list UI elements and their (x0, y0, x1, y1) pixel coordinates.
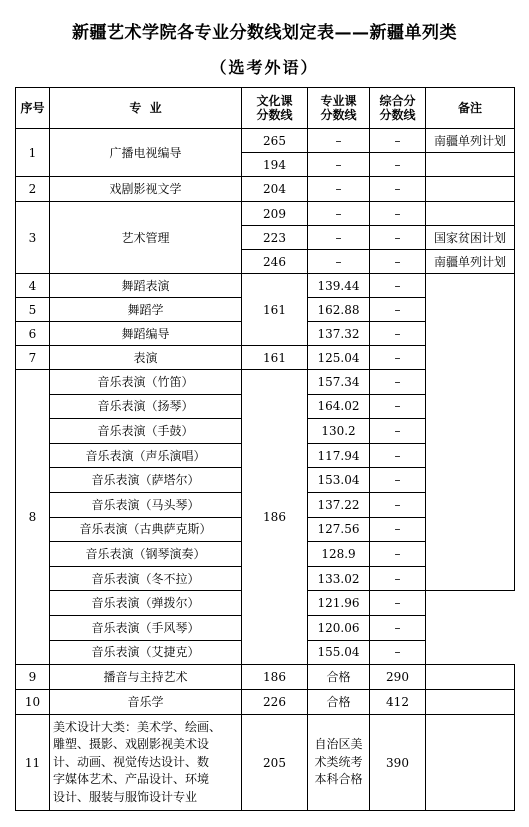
row-zonghe: – (370, 640, 426, 665)
row-zonghe: – (370, 370, 426, 395)
table-header-row (16, 88, 515, 129)
row-no: 1 (16, 129, 50, 177)
row-zonghe: 412 (370, 690, 426, 715)
row-major (50, 715, 242, 811)
row-major: 广播电视编导 (50, 129, 242, 177)
table-row (16, 274, 515, 298)
row-major: 音乐表演（竹笛） (50, 370, 242, 395)
major-line: 设计、服装与服饰设计专业 (53, 789, 198, 804)
row-wenhua: 209 (242, 202, 308, 226)
row-note (426, 665, 515, 690)
major-line: 计、动画、视觉传达设计、数 (53, 754, 210, 769)
row-wenhua: 226 (242, 690, 308, 715)
row-zonghe: – (370, 129, 426, 153)
row-zonghe: – (370, 298, 426, 322)
row-note: 南疆单列计划 (426, 129, 515, 153)
table-row (16, 129, 515, 153)
row-zonghe: – (370, 274, 426, 298)
row-note: 国家贫困计划 (426, 226, 515, 250)
row-major: 音乐表演（艾捷克） (50, 640, 242, 665)
header-zhuanye-line1: 专业课 (320, 94, 357, 108)
row-zonghe: 290 (370, 665, 426, 690)
row-zonghe: – (370, 492, 426, 517)
row-zhuanye (308, 715, 370, 811)
row-zhuanye: 164.02 (308, 394, 370, 419)
header-zonghe-line2: 分数线 (379, 108, 416, 122)
row-zonghe: – (370, 177, 426, 202)
major-line: 字媒体艺术、产品设计、环境 (53, 772, 210, 787)
row-wenhua: 161 (242, 346, 308, 370)
row-zonghe: – (370, 517, 426, 542)
row-note (426, 177, 515, 202)
row-wenhua: 205 (242, 715, 308, 811)
row-zhuanye: 125.04 (308, 346, 370, 370)
row-zhuanye: 133.02 (308, 566, 370, 591)
row-major: 音乐表演（钢琴演奏） (50, 542, 242, 567)
row-major: 艺术管理 (50, 202, 242, 274)
row-wenhua: 186 (242, 665, 308, 690)
row-zonghe: 390 (370, 715, 426, 811)
row-no: 9 (16, 665, 50, 690)
row-zhuanye: 137.22 (308, 492, 370, 517)
row-zhuanye: – (308, 153, 370, 177)
row-zonghe: – (370, 322, 426, 346)
row-major: 音乐表演（古典萨克斯） (50, 517, 242, 542)
header-wenhua (242, 88, 308, 129)
row-note (426, 153, 515, 177)
header-zhuanye (308, 88, 370, 129)
row-zhuanye: 155.04 (308, 640, 370, 665)
row-wenhua: 186 (242, 370, 308, 665)
row-major: 音乐表演（扬琴） (50, 394, 242, 419)
row-zonghe: – (370, 202, 426, 226)
row-major: 音乐表演（声乐演唱） (50, 443, 242, 468)
row-zhuanye: 120.06 (308, 615, 370, 640)
row-zhuanye: 130.2 (308, 419, 370, 444)
row-no: 3 (16, 202, 50, 274)
row-major: 戏剧影视文学 (50, 177, 242, 202)
row-zonghe: – (370, 542, 426, 567)
header-zonghe-line1: 综合分 (379, 94, 416, 108)
row-zhuanye: – (308, 250, 370, 274)
table-row (16, 665, 515, 690)
row-zonghe: – (370, 250, 426, 274)
header-major: 专 业 (50, 88, 242, 129)
header-wenhua-line1: 文化课 (256, 94, 293, 108)
row-no: 2 (16, 177, 50, 202)
row-major: 舞蹈表演 (50, 274, 242, 298)
row-no: 7 (16, 346, 50, 370)
row-zhuanye: 162.88 (308, 298, 370, 322)
row-no: 11 (16, 715, 50, 811)
row-zhuanye: 127.56 (308, 517, 370, 542)
row-note (426, 202, 515, 226)
row-major: 音乐表演（弹拨尔） (50, 591, 242, 616)
table-row (16, 177, 515, 202)
table-row (16, 715, 515, 811)
header-note: 备注 (426, 88, 515, 129)
row-zhuanye: 157.34 (308, 370, 370, 395)
row-wenhua: 204 (242, 177, 308, 202)
row-no: 6 (16, 322, 50, 346)
page-subtitle: （选考外语） (210, 58, 319, 77)
row-zonghe: – (370, 443, 426, 468)
table-row (16, 202, 515, 226)
row-major: 表演 (50, 346, 242, 370)
row-zhuanye: 合格 (308, 690, 370, 715)
row-major: 音乐表演（萨塔尔） (50, 468, 242, 493)
major-line: 美术设计大类：美术学、绘画、 (53, 719, 222, 734)
row-major: 音乐表演（马头琴） (50, 492, 242, 517)
row-note: 南疆单列计划 (426, 250, 515, 274)
row-zonghe: – (370, 394, 426, 419)
row-zonghe: – (370, 419, 426, 444)
row-major: 音乐表演（手鼓） (50, 419, 242, 444)
row-no: 8 (16, 370, 50, 665)
row-zhuanye: 117.94 (308, 443, 370, 468)
row-zonghe: – (370, 566, 426, 591)
row-zhuanye: 139.44 (308, 274, 370, 298)
row-major: 音乐表演（手风琴） (50, 615, 242, 640)
row-zonghe: – (370, 226, 426, 250)
row-major: 播音与主持艺术 (50, 665, 242, 690)
row-wenhua: 161 (242, 274, 308, 346)
row-zonghe: – (370, 615, 426, 640)
row-note (426, 715, 515, 811)
row-wenhua: 223 (242, 226, 308, 250)
row-no: 4 (16, 274, 50, 298)
row-zhuanye: 128.9 (308, 542, 370, 567)
row-zhuanye: – (308, 226, 370, 250)
row-no: 10 (16, 690, 50, 715)
score-table (15, 87, 515, 811)
table-row (16, 690, 515, 715)
row-zhuanye: 137.32 (308, 322, 370, 346)
row-zhuanye: 合格 (308, 665, 370, 690)
zhuanye-line: 自治区美 (314, 737, 363, 752)
row-no: 5 (16, 298, 50, 322)
row-wenhua: 246 (242, 250, 308, 274)
page-title: 新疆艺术学院各专业分数线划定表——新疆单列类 (72, 23, 457, 43)
row-zonghe: – (370, 468, 426, 493)
row-wenhua: 265 (242, 129, 308, 153)
row-major: 音乐学 (50, 690, 242, 715)
row-zhuanye: 121.96 (308, 591, 370, 616)
row-zonghe: – (370, 346, 426, 370)
row-zhuanye: – (308, 177, 370, 202)
zhuanye-line: 术类统考 (314, 754, 363, 769)
row-major: 音乐表演（冬不拉） (50, 566, 242, 591)
row-zhuanye: – (308, 129, 370, 153)
zhuanye-line: 本科合格 (314, 772, 363, 787)
row-major: 舞蹈学 (50, 298, 242, 322)
header-wenhua-line2: 分数线 (256, 108, 293, 122)
header-zonghe (370, 88, 426, 129)
row-note (426, 690, 515, 715)
major-line: 雕塑、摄影、戏剧影视美术设 (53, 737, 210, 752)
header-zhuanye-line2: 分数线 (320, 108, 357, 122)
row-zhuanye: – (308, 202, 370, 226)
row-zonghe: – (370, 591, 426, 616)
row-zonghe: – (370, 153, 426, 177)
row-major: 舞蹈编导 (50, 322, 242, 346)
row-note (426, 274, 515, 591)
row-wenhua: 194 (242, 153, 308, 177)
row-zhuanye: 153.04 (308, 468, 370, 493)
header-no: 序号 (16, 88, 50, 129)
